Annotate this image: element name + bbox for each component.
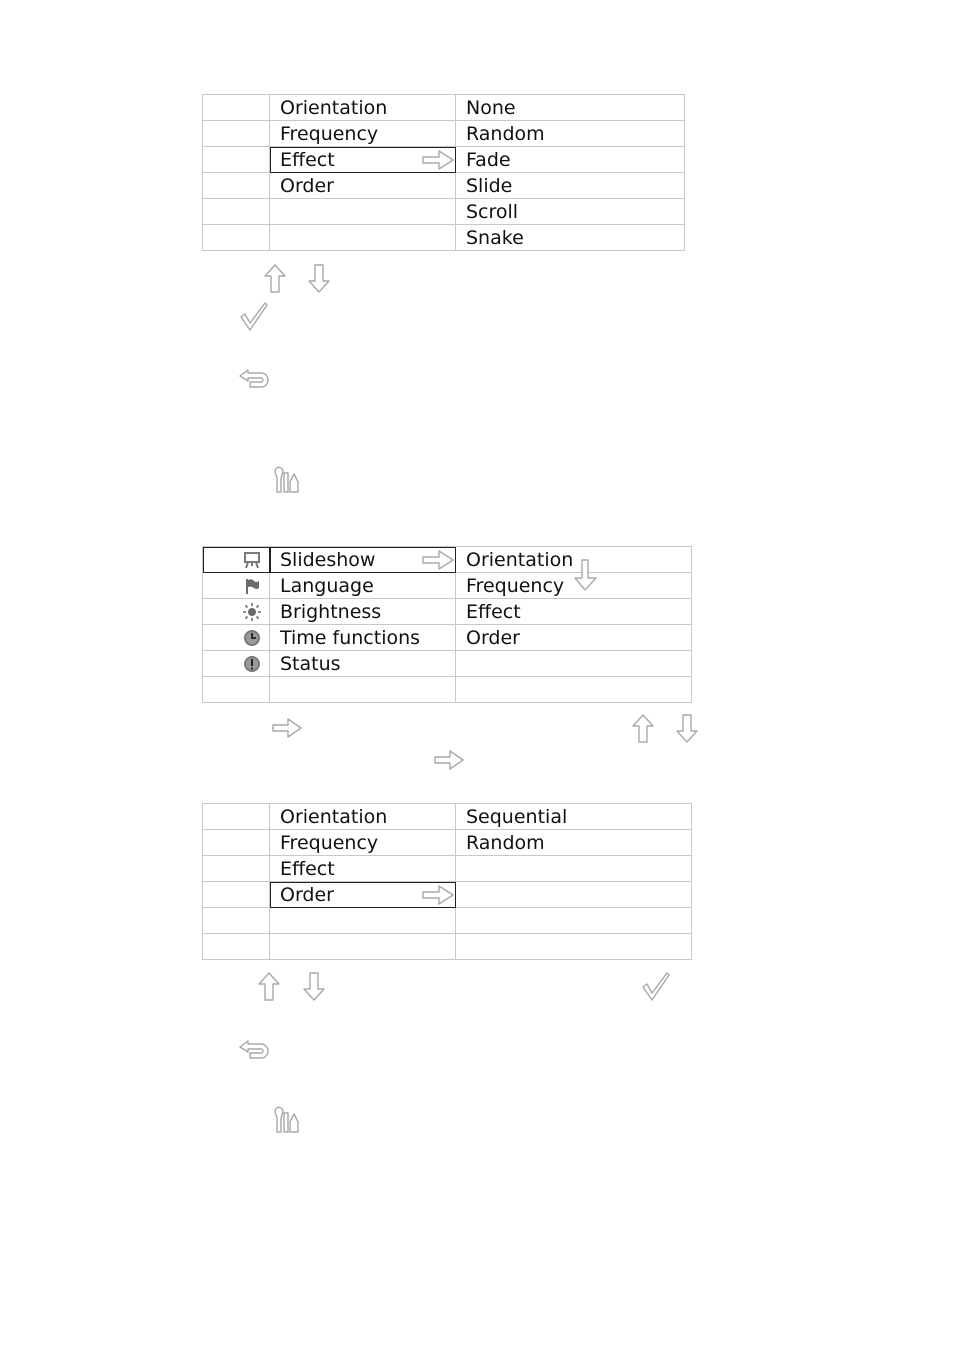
menu-label: Frequency	[270, 121, 456, 147]
menu-value: Frequency	[456, 573, 692, 599]
menu-label: Orientation	[270, 804, 456, 830]
menu-row-selected[interactable]	[203, 547, 692, 573]
menu-value: Snake	[456, 225, 685, 251]
settings-icon	[273, 470, 299, 494]
back-icon	[238, 1039, 270, 1061]
menu-row[interactable]	[203, 856, 692, 882]
menu-row-selected[interactable]	[203, 147, 685, 173]
menu-value	[456, 908, 692, 934]
slideshow-icon	[243, 551, 261, 569]
clock-icon	[243, 629, 261, 647]
menu-value: Slide	[456, 173, 685, 199]
menu-value	[456, 882, 692, 908]
menu-label: Order	[280, 883, 334, 906]
menu-icon-cell	[203, 547, 270, 573]
flag-icon	[243, 577, 261, 595]
menu-row[interactable]	[203, 677, 692, 703]
menu-row[interactable]	[203, 908, 692, 934]
arrow-up-icon	[258, 972, 280, 1002]
menu-label: Time functions	[270, 625, 456, 651]
menu-label-selected[interactable]	[270, 147, 456, 173]
menu-value	[456, 856, 692, 882]
arrow-up-icon	[632, 714, 654, 744]
back-icon	[238, 368, 270, 390]
menu-row[interactable]	[203, 199, 685, 225]
menu-value: Random	[456, 830, 692, 856]
menu-value: Fade	[456, 147, 685, 173]
menu-label: Language	[270, 573, 456, 599]
menu-label: Status	[270, 651, 456, 677]
menu-value: Scroll	[456, 199, 685, 225]
menu-value	[456, 651, 692, 677]
menu-label: Slideshow	[280, 548, 376, 571]
menu-value	[456, 547, 692, 573]
menu-row[interactable]	[203, 651, 692, 677]
arrow-down-icon	[308, 264, 330, 294]
info-icon	[243, 655, 261, 673]
menu-row[interactable]	[203, 573, 692, 599]
menu-label	[270, 677, 456, 703]
menu-label: Effect	[270, 856, 456, 882]
menu-row[interactable]	[203, 599, 692, 625]
menu-row-selected[interactable]	[203, 882, 692, 908]
menu-row[interactable]	[203, 830, 692, 856]
brightness-icon	[243, 603, 261, 621]
menu-value: Order	[456, 625, 692, 651]
check-icon	[642, 972, 670, 1002]
arrow-right-icon	[422, 885, 454, 905]
menu-icon-cell	[203, 599, 270, 625]
menu-label: Brightness	[270, 599, 456, 625]
menu-label	[270, 225, 456, 251]
slideshow-effect-menu	[202, 94, 685, 251]
menu-row[interactable]	[203, 95, 685, 121]
menu-value: Sequential	[456, 804, 692, 830]
menu-icon-cell	[203, 651, 270, 677]
check-icon	[240, 302, 268, 332]
arrow-right-icon	[422, 550, 454, 570]
arrow-right-icon	[272, 718, 302, 738]
menu-label	[270, 199, 456, 225]
menu-row[interactable]	[203, 625, 692, 651]
menu-label-selected[interactable]	[270, 547, 456, 573]
arrow-down-icon	[303, 972, 325, 1002]
menu-row[interactable]	[203, 934, 692, 960]
arrow-down-icon	[676, 714, 698, 744]
menu-value	[456, 677, 692, 703]
arrow-right-icon	[434, 750, 464, 770]
menu-row[interactable]	[203, 173, 685, 199]
menu-label	[270, 934, 456, 960]
menu-label: Effect	[280, 148, 335, 171]
settings-icon	[273, 1110, 299, 1134]
slideshow-order-menu	[202, 803, 692, 960]
menu-value: None	[456, 95, 685, 121]
menu-value: Random	[456, 121, 685, 147]
menu-label: Orientation	[270, 95, 456, 121]
menu-value	[456, 934, 692, 960]
menu-label	[270, 908, 456, 934]
menu-label: Order	[270, 173, 456, 199]
menu-value-text: Orientation	[466, 548, 574, 571]
menu-icon-cell	[203, 573, 270, 599]
menu-row[interactable]	[203, 121, 685, 147]
arrow-up-icon	[264, 264, 286, 294]
menu-row[interactable]	[203, 804, 692, 830]
menu-icon-cell	[203, 625, 270, 651]
main-settings-menu	[202, 546, 692, 703]
menu-value: Effect	[456, 599, 692, 625]
menu-label: Frequency	[270, 830, 456, 856]
menu-row[interactable]	[203, 225, 685, 251]
menu-label-selected[interactable]	[270, 882, 456, 908]
arrow-right-icon	[422, 150, 454, 170]
